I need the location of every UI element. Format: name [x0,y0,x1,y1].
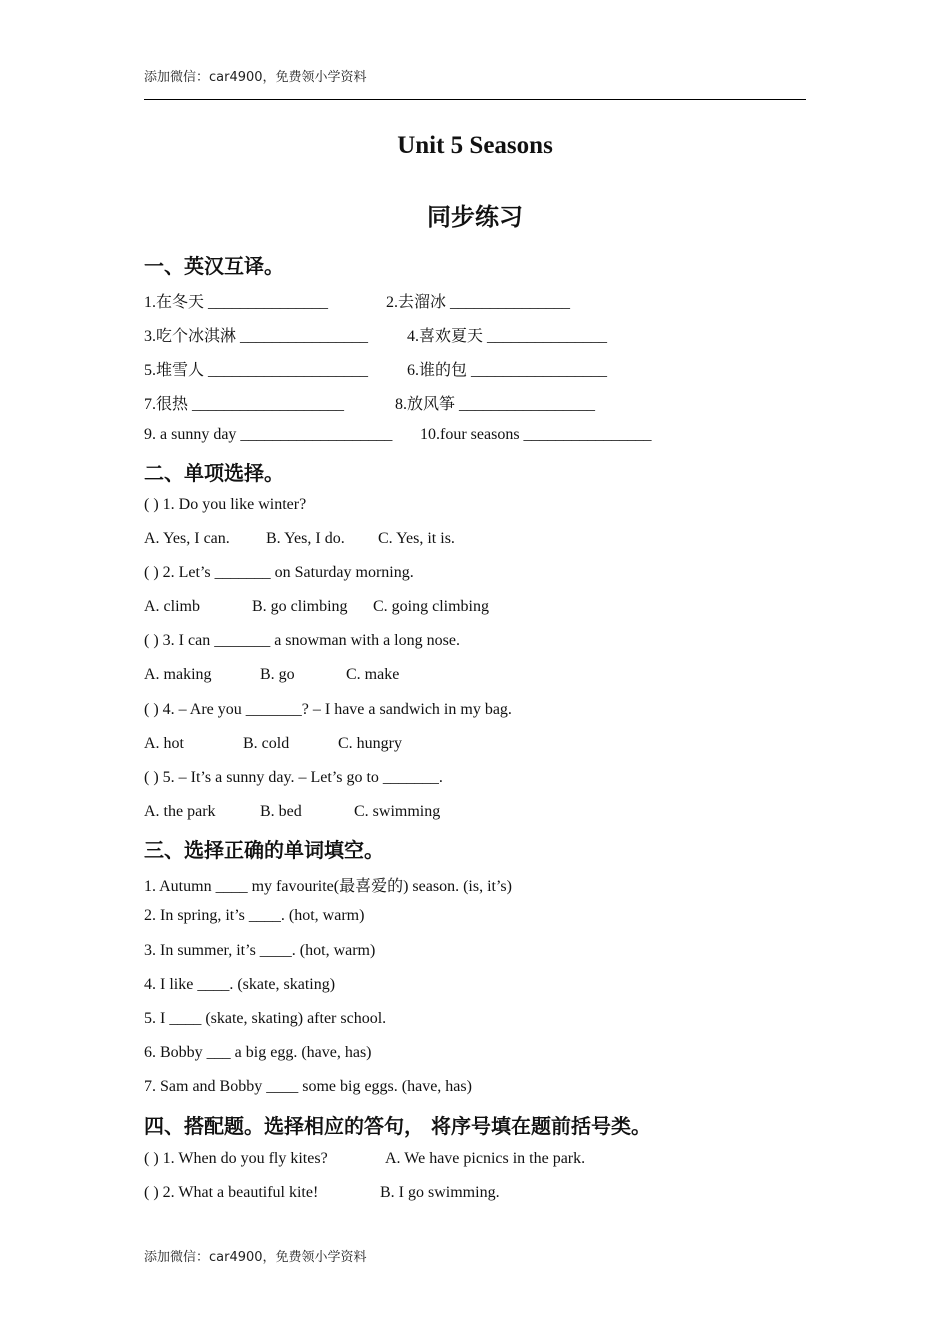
matching-question: ( ) 1. When do you fly kites? [144,1150,328,1167]
fill-in-item: 7. Sam and Bobby ____ some big eggs. (have, has) [144,1078,472,1095]
mc-option-a: A. climb [144,598,200,615]
mc-option-c: C. going climbing [373,598,489,615]
mc-option-c: C. Yes, it is. [378,530,455,547]
mc-option-c: C. swimming [354,803,441,820]
mc-question: ( ) 5. – It’s a sunny day. – Let’s go to _______. [144,769,443,786]
mc-option-b: B. Yes, I do. [266,530,345,547]
mc-option-a: A. making [144,666,212,683]
mc-option-a: A. hot [144,735,184,752]
mc-option-c: C. hungry [338,735,402,752]
translation-item: 7.很热 ___________________ [144,396,345,413]
mc-question: ( ) 4. – Are you _______? – I have a sandwich in my bag. [144,701,512,718]
mc-question: ( ) 2. Let’s _______ on Saturday morning. [144,564,414,581]
mc-question: ( ) 3. I can _______ a snowman with a long nose. [144,632,460,649]
section-heading-matching: 四、搭配题。选择相应的答句， 将序号填在题前括号类。 [144,1114,651,1138]
mc-option-b: B. cold [243,735,290,752]
translation-item: 6.谁的包 _________________ [407,362,608,379]
translation-item: 5.堆雪人 ____________________ [144,362,369,379]
section-heading-fill-in: 三、选择正确的单词填空。 [144,838,384,862]
translation-item: 1.在冬天 _______________ [144,294,329,311]
page-title: Unit 5 Seasons [397,132,553,159]
matching-answer: B. I go swimming. [380,1184,500,1201]
translation-item: 3.吃个冰淇淋 ________________ [144,328,369,345]
fill-in-item: 5. I ____ (skate, skating) after school. [144,1010,387,1027]
mc-question: ( ) 1. Do you like winter? [144,496,307,513]
page-header: 添加微信：car4900，免费领小学资料 [144,70,367,85]
fill-in-item: 6. Bobby ___ a big egg. (have, has) [144,1044,372,1061]
mc-option-b: B. go [260,666,295,683]
section-heading-multiple-choice: 二、单项选择。 [144,461,284,485]
matching-answer: A. We have picnics in the park. [385,1150,586,1167]
mc-option-c: C. make [346,666,400,683]
translation-item: 4.喜欢夏天 _______________ [407,328,608,345]
fill-in-item: 4. I like ____. (skate, skating) [144,976,336,993]
mc-option-a: A. the park [144,803,216,820]
page-footer: 添加微信：car4900，免费领小学资料 [144,1250,367,1265]
mc-option-a: A. Yes, I can. [144,530,230,547]
fill-in-item: 3. In summer, it’s ____. (hot, warm) [144,942,376,959]
fill-in-item: 1. Autumn ____ my favourite(最喜爱的) season. (is, it’s) [144,878,512,895]
translation-item: 9. a sunny day ___________________ [144,426,393,443]
section-heading-translation: 一、英汉互译。 [144,254,284,278]
translation-item: 2.去溜冰 _______________ [386,294,571,311]
fill-in-item: 2. In spring, it’s ____. (hot, warm) [144,907,365,924]
mc-option-b: B. bed [260,803,302,820]
translation-item: 10.four seasons ________________ [420,426,652,443]
matching-question: ( ) 2. What a beautiful kite! [144,1184,319,1201]
mc-option-b: B. go climbing [252,598,348,615]
page-subtitle: 同步练习 [427,203,523,231]
header-divider [144,99,806,100]
translation-item: 8.放风筝 _________________ [395,396,596,413]
